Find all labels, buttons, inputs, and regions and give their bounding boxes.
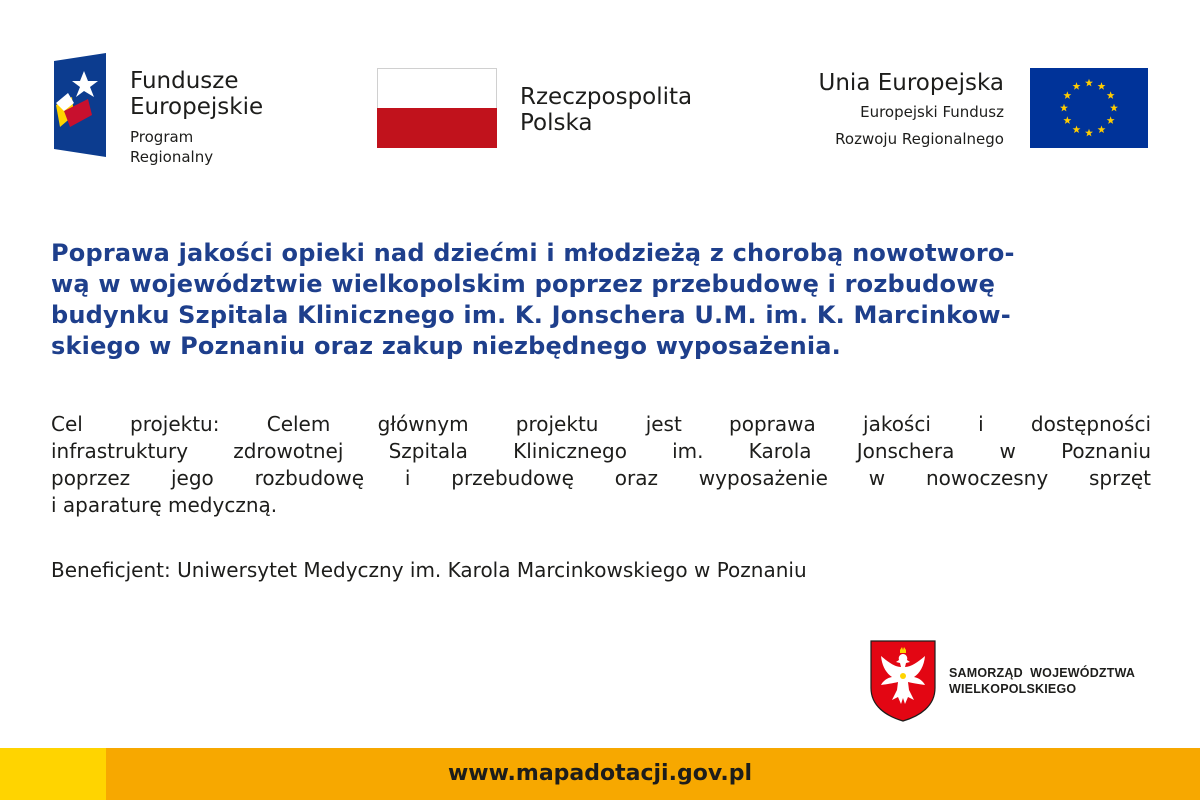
project-title-line: wą w województwie wielkopolskim poprzez przebudowę i rozbudowę (51, 270, 996, 298)
beneficiary-label: Beneficjent: (51, 558, 171, 582)
footer-url-link[interactable]: www.mapadotacji.gov.pl (447, 761, 753, 786)
eagle-coat-of-arms-icon (870, 640, 936, 722)
goal-text-line: Celem głównym projektu jest poprawa jakości i dostępności (266, 412, 1152, 436)
pl-line1: Rzeczpospolita (520, 84, 693, 110)
eu-sub-line2: Rozwoju Regionalnego (835, 130, 1004, 148)
fe-title-line2: Europejskie (130, 94, 264, 120)
eu-flag-icon (1030, 68, 1148, 148)
beneficiary-value: Uniwersytet Medyczny im. Karola Marcinkowskiego w Poznaniu (177, 558, 807, 582)
beneficiary (51, 557, 1151, 584)
samorzad-line2: WIELKOPOLSKIEGO (949, 682, 1077, 696)
pl-line2: Polska (520, 110, 593, 136)
samorzad-line1: SAMORZĄD WOJEWÓDZTWA (949, 666, 1136, 680)
project-title-line: Poprawa jakości opieki nad dziećmi i młodzieżą z chorobą nowotworo- (51, 239, 1015, 267)
eu-title: Unia Europejska (818, 70, 1004, 96)
goal-label: Cel projektu: (51, 412, 220, 436)
eu-sub-line1: Europejski Fundusz (860, 103, 1004, 121)
fe-subtitle: Program Regionalny (130, 128, 214, 166)
fe-title-line1: Fundusze (130, 68, 239, 94)
project-title (51, 238, 1151, 362)
fundusze-europejskie-emblem (54, 53, 106, 157)
project-title-line: skiego w Poznaniu oraz zakup niezbędnego wyposażenia. (51, 332, 841, 360)
goal-text-line: i aparaturę medyczną. (51, 493, 278, 517)
goal-text-line: infrastruktury zdrowotnej Szpitala Klinicznego im. Karola Jonschera w Poznaniu (51, 439, 1151, 463)
project-title-line: budynku Szpitala Klinicznego im. K. Jonschera U.M. im. K. Marcinkow- (51, 301, 1011, 329)
goal-text-line: poprzez jego rozbudowę i przebudowę oraz wyposażenie w nowoczesny sprzęt (51, 466, 1151, 490)
polish-flag-icon (377, 68, 497, 148)
project-goal (51, 411, 1151, 519)
